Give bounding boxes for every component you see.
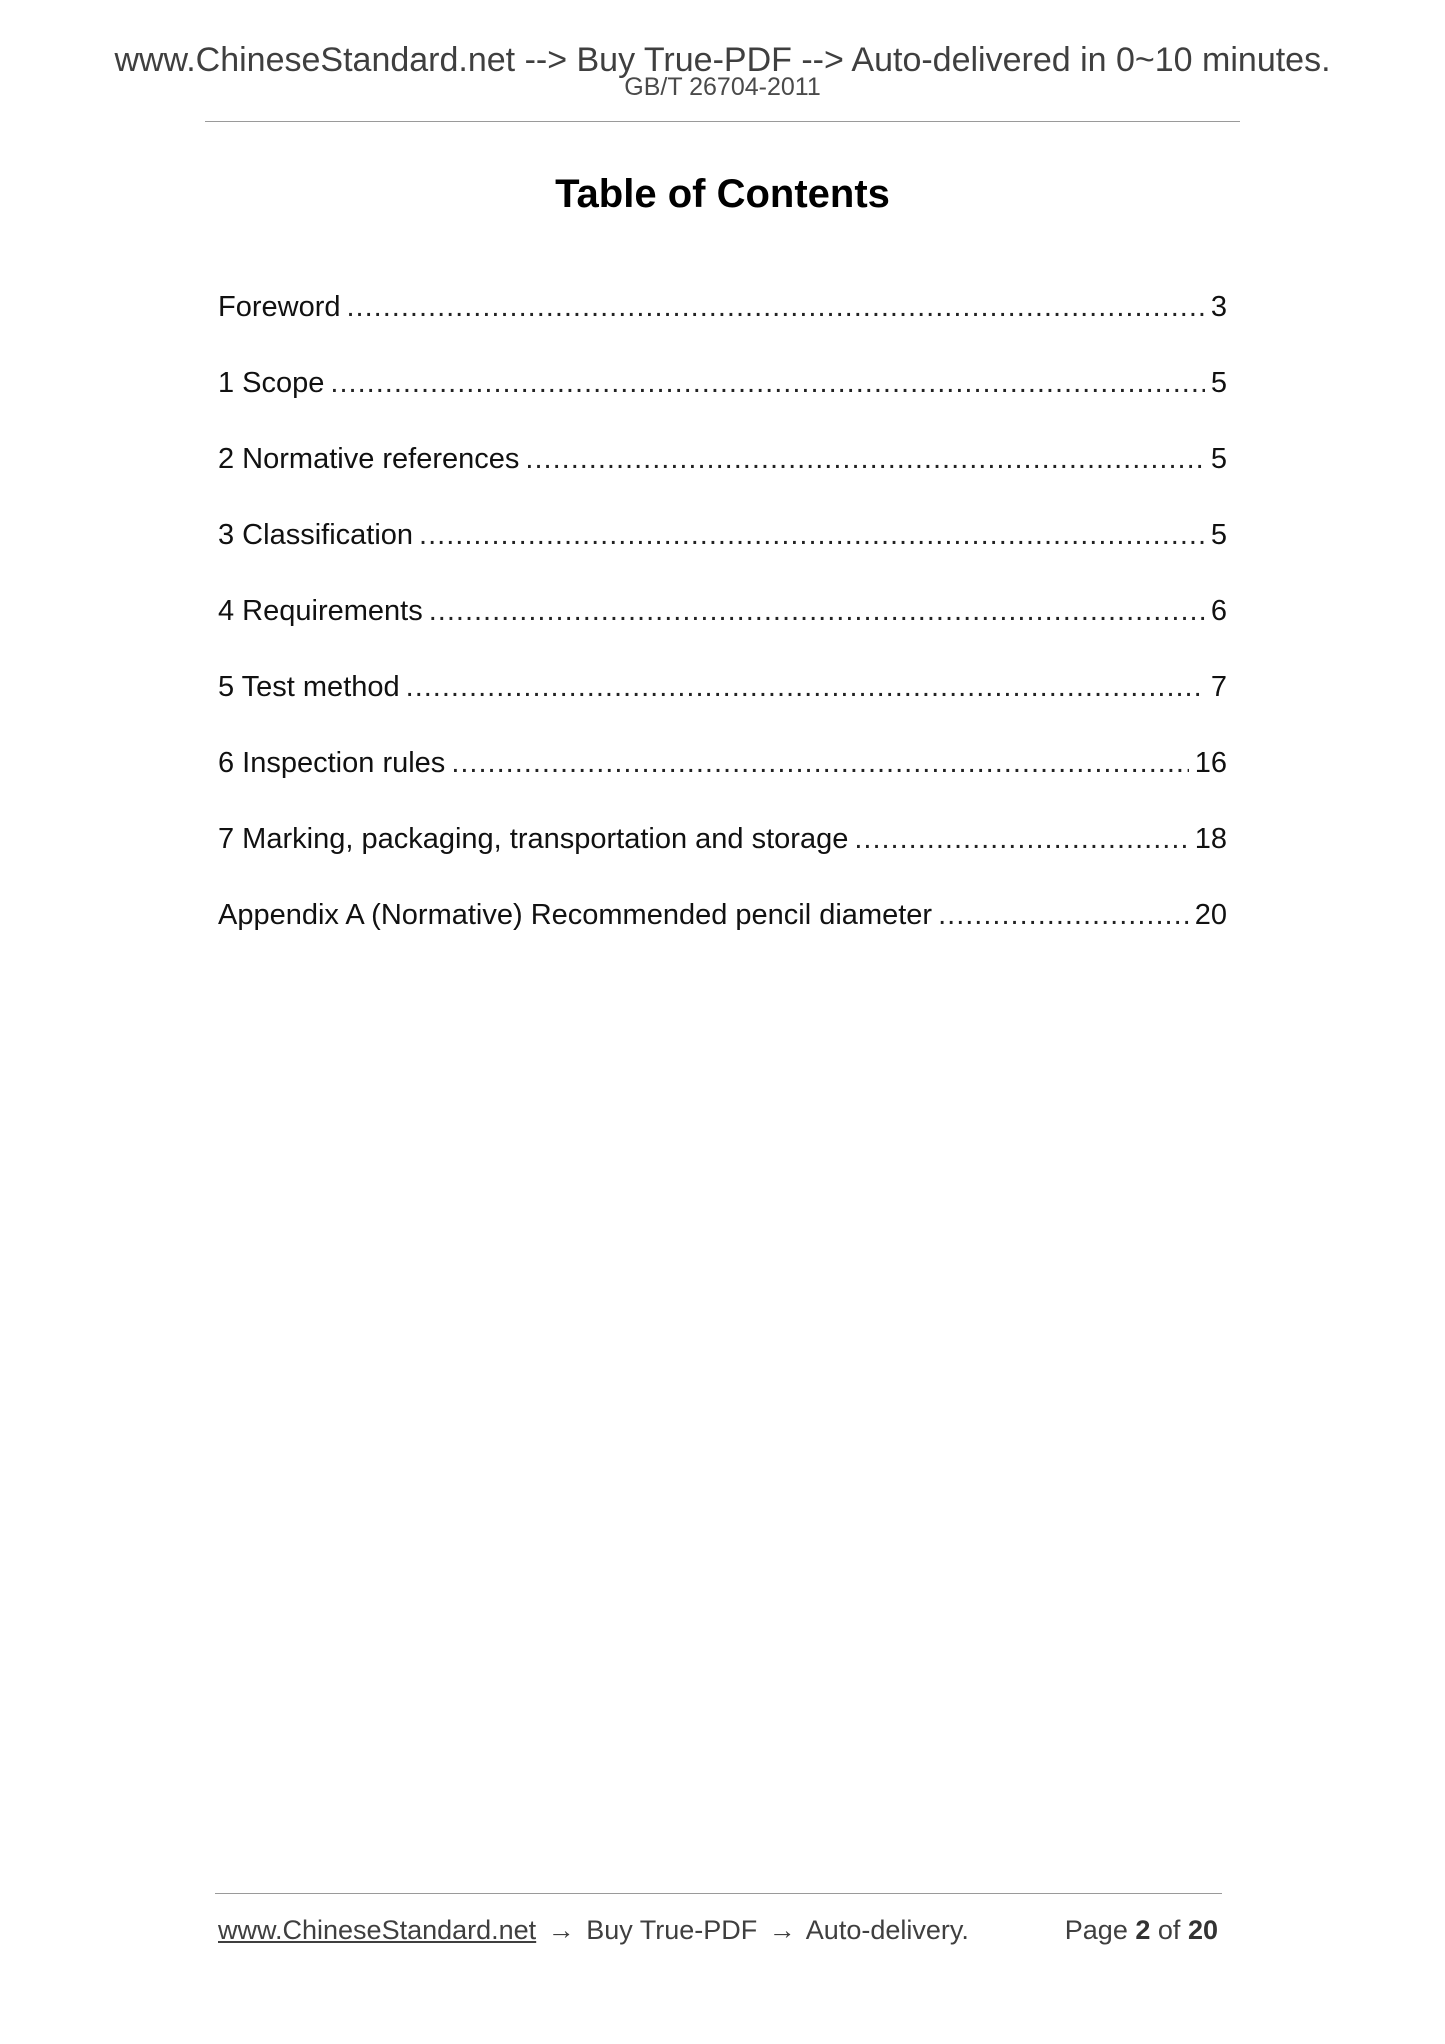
- toc-entry-page: 20: [1194, 899, 1227, 931]
- toc-entry-page: 3: [1210, 291, 1227, 323]
- toc-entry-appendix-a[interactable]: [218, 893, 1227, 969]
- toc-entry-page: 6: [1210, 595, 1227, 627]
- toc-entry-page: 5: [1210, 367, 1227, 399]
- toc-dot-leader: [347, 285, 1205, 329]
- toc-entry-page: 16: [1194, 747, 1227, 779]
- toc-entry-requirements[interactable]: [218, 589, 1227, 665]
- toc-dot-leader: [419, 513, 1205, 557]
- toc-entry-scope[interactable]: [218, 361, 1227, 437]
- toc-dot-leader: [406, 665, 1205, 709]
- of-word: of: [1157, 1915, 1181, 1945]
- toc-entry-inspection-rules[interactable]: [218, 741, 1227, 817]
- toc-entry-label: Appendix A (Normative) Recommended pencil diameter: [218, 899, 933, 931]
- toc-dot-leader: [525, 437, 1204, 481]
- toc-entry-page: 7: [1210, 671, 1227, 703]
- footer-delivery-text: Auto-delivery.: [805, 1915, 969, 1945]
- toc-entry-label: 3 Classification: [218, 519, 414, 551]
- page-word: Page: [1064, 1915, 1128, 1945]
- toc-entry-test-method[interactable]: [218, 665, 1227, 741]
- toc-entry-label: 4 Requirements: [218, 595, 423, 627]
- toc-dot-leader: [854, 817, 1188, 861]
- header-divider: [205, 121, 1240, 122]
- toc-dot-leader: [429, 589, 1205, 633]
- toc-entry-marking-packaging[interactable]: [218, 817, 1227, 893]
- toc-dot-leader: [938, 893, 1189, 937]
- toc-title: Table of Contents: [555, 172, 890, 216]
- footer-divider: [215, 1893, 1222, 1894]
- toc-dot-leader: [330, 361, 1204, 405]
- toc-entry-label: Foreword: [218, 291, 341, 323]
- footer-site-link[interactable]: www.ChineseStandard.net: [218, 1915, 537, 1945]
- page-current: 2: [1135, 1915, 1151, 1945]
- toc-entry-label: 7 Marking, packaging, transportation and storage: [218, 823, 849, 855]
- page-total: 20: [1187, 1915, 1218, 1945]
- toc-entry-normative-references[interactable]: [218, 437, 1227, 513]
- toc-entry-label: 6 Inspection rules: [218, 747, 446, 779]
- page-footer: [218, 1912, 1218, 1948]
- page-indicator: [1065, 1912, 1218, 1948]
- footer-buy-text: Buy True-PDF: [586, 1915, 758, 1945]
- toc-entry-page: 5: [1210, 443, 1227, 475]
- toc-dot-leader: [451, 741, 1188, 785]
- toc-entry-classification[interactable]: [218, 513, 1227, 589]
- site-banner: www.ChineseStandard.net --> Buy True-PDF --> Auto-delivered in 0~10 minutes.: [114, 41, 1331, 79]
- toc-list: [218, 285, 1227, 969]
- arrow-right-icon: →: [547, 1915, 575, 1945]
- standard-code: GB/T 26704-2011: [624, 73, 821, 101]
- toc-entry-label: 5 Test method: [218, 671, 400, 703]
- toc-entry-page: 5: [1210, 519, 1227, 551]
- toc-entry-label: 1 Scope: [218, 367, 325, 399]
- toc-entry-label: 2 Normative references: [218, 443, 520, 475]
- toc-entry-foreword[interactable]: [218, 285, 1227, 361]
- arrow-right-icon: →: [768, 1915, 796, 1945]
- toc-entry-page: 18: [1194, 823, 1227, 855]
